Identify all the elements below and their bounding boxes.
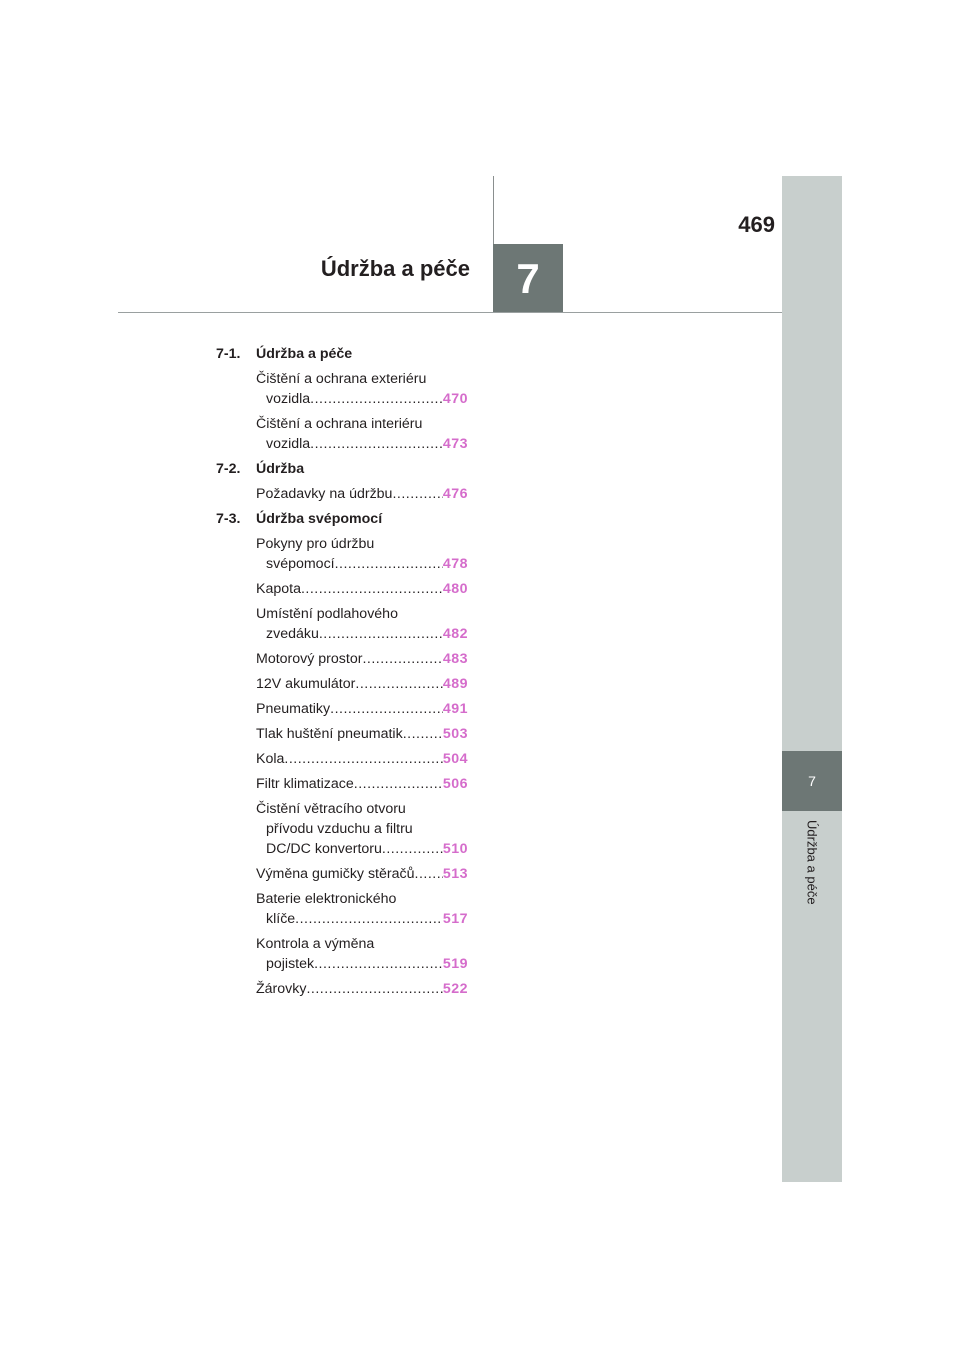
toc-entry[interactable] (256, 369, 468, 409)
side-tab-label-text: Údržba a péče (804, 820, 820, 905)
toc-page-link[interactable]: 510 (442, 841, 468, 857)
toc-leader-dots (306, 979, 442, 999)
toc-page-link[interactable]: 491 (442, 701, 468, 717)
toc-page-link[interactable]: 483 (442, 651, 468, 667)
toc-section-heading[interactable] (216, 509, 468, 529)
toc-entry-line: přívodu vzduchu a filtru (266, 821, 413, 837)
toc-entry-title: svépomocí (266, 556, 335, 572)
toc-entry-line: Pokyny pro údržbu (256, 536, 375, 552)
toc-leader-dots (415, 864, 443, 884)
toc-entry-line: Čištění a ochrana exteriéru (256, 371, 427, 387)
chapter-number-box: 7 (493, 244, 563, 313)
toc-entry-line: Umístění podlahového (256, 606, 398, 622)
page-number: 469 (738, 212, 775, 237)
toc-entry-line: Čistění větracího otvoru (256, 801, 406, 817)
toc-entry-title: Kola (256, 751, 285, 767)
toc-leader-dots (355, 674, 442, 694)
toc-entry[interactable] (256, 604, 468, 644)
toc-entry[interactable] (256, 934, 468, 974)
toc-entry[interactable] (256, 889, 468, 929)
toc-leader-dots (319, 624, 443, 644)
toc-page-link[interactable]: 517 (442, 911, 468, 927)
toc-entry-title: Žárovky (256, 981, 307, 997)
toc-section-title: Údržba a péče (256, 346, 353, 362)
toc-entry[interactable] (256, 749, 468, 769)
toc-page-link[interactable]: 519 (442, 956, 468, 972)
toc-leader-dots (392, 484, 442, 504)
toc-entry-title: Motorový prostor (256, 651, 363, 667)
toc-section-number: 7-2. (216, 461, 241, 477)
side-tab-label (782, 820, 842, 930)
toc-page-link[interactable]: 480 (442, 581, 468, 597)
toc-entry[interactable] (256, 674, 468, 694)
toc-entry-title: Pneumatiky (256, 701, 331, 717)
toc-entry[interactable] (256, 864, 468, 884)
toc-page-link[interactable]: 522 (442, 981, 468, 997)
toc-entry[interactable] (256, 579, 468, 599)
toc-leader-dots (314, 954, 443, 974)
toc-entry-line: Čištění a ochrana interiéru (256, 416, 423, 432)
toc-leader-dots (301, 579, 443, 599)
toc-page-link[interactable]: 473 (442, 436, 468, 452)
toc-entry-title: klíče (266, 911, 296, 927)
toc-entry-title: Tlak huštění pneumatik (256, 726, 403, 742)
toc-entry[interactable] (256, 414, 468, 454)
toc-section-number: 7-3. (216, 511, 241, 527)
toc-entry-title: vozidla (266, 391, 311, 407)
header-vertical-divider (493, 176, 494, 244)
toc-page-link[interactable]: 513 (442, 866, 468, 882)
toc-leader-dots (382, 839, 443, 859)
toc-leader-dots (354, 774, 443, 794)
toc-entry-title: Kapota (256, 581, 301, 597)
toc-page-link[interactable]: 489 (442, 676, 468, 692)
toc-page-link[interactable]: 482 (442, 626, 468, 642)
toc-leader-dots (295, 909, 443, 929)
toc-section-number: 7-1. (216, 346, 241, 362)
toc-entry[interactable] (256, 699, 468, 719)
toc-entry-title: vozidla (266, 436, 311, 452)
toc-page-link[interactable]: 504 (442, 751, 468, 767)
toc-entry-line: Baterie elektronického (256, 891, 397, 907)
table-of-contents (216, 344, 468, 1004)
chapter-title: Údržba a péče (320, 256, 470, 281)
toc-section-heading[interactable] (216, 459, 468, 479)
toc-leader-dots (403, 724, 443, 744)
toc-leader-dots (330, 699, 443, 719)
toc-entry[interactable] (256, 774, 468, 794)
toc-entry-title: zvedáku (266, 626, 319, 642)
toc-entry-title: Požadavky na údržbu (256, 486, 393, 502)
toc-leader-dots (284, 749, 442, 769)
toc-section-title: Údržba (256, 461, 305, 477)
toc-page-link[interactable]: 478 (442, 556, 468, 572)
header-horizontal-divider (118, 312, 782, 313)
toc-entry[interactable] (256, 534, 468, 574)
toc-entry[interactable] (256, 799, 468, 859)
toc-entry[interactable] (256, 724, 468, 744)
toc-entry[interactable] (256, 979, 468, 999)
toc-entry-title: 12V akumulátor (256, 676, 356, 692)
toc-leader-dots (310, 434, 443, 454)
toc-entry-title: DC/DC konvertoru (266, 841, 382, 857)
toc-entry[interactable] (256, 649, 468, 669)
toc-page-link[interactable]: 506 (442, 776, 468, 792)
toc-entry-title: pojistek (266, 956, 315, 972)
toc-leader-dots (310, 389, 443, 409)
toc-leader-dots (335, 554, 443, 574)
side-tab-number[interactable]: 7 (782, 751, 842, 811)
toc-page-link[interactable]: 476 (442, 486, 468, 502)
toc-leader-dots (362, 649, 442, 669)
toc-section-title: Údržba svépomocí (256, 511, 383, 527)
toc-entry-title: Výměna gumičky stěračů (256, 866, 415, 882)
toc-page-link[interactable]: 470 (442, 391, 468, 407)
toc-entry-title: Filtr klimatizace (256, 776, 354, 792)
toc-entry[interactable] (256, 484, 468, 504)
toc-entry-line: Kontrola a výměna (256, 936, 375, 952)
side-thumb-bar (782, 176, 842, 1182)
toc-page-link[interactable]: 503 (442, 726, 468, 742)
toc-section-heading[interactable] (216, 344, 468, 364)
